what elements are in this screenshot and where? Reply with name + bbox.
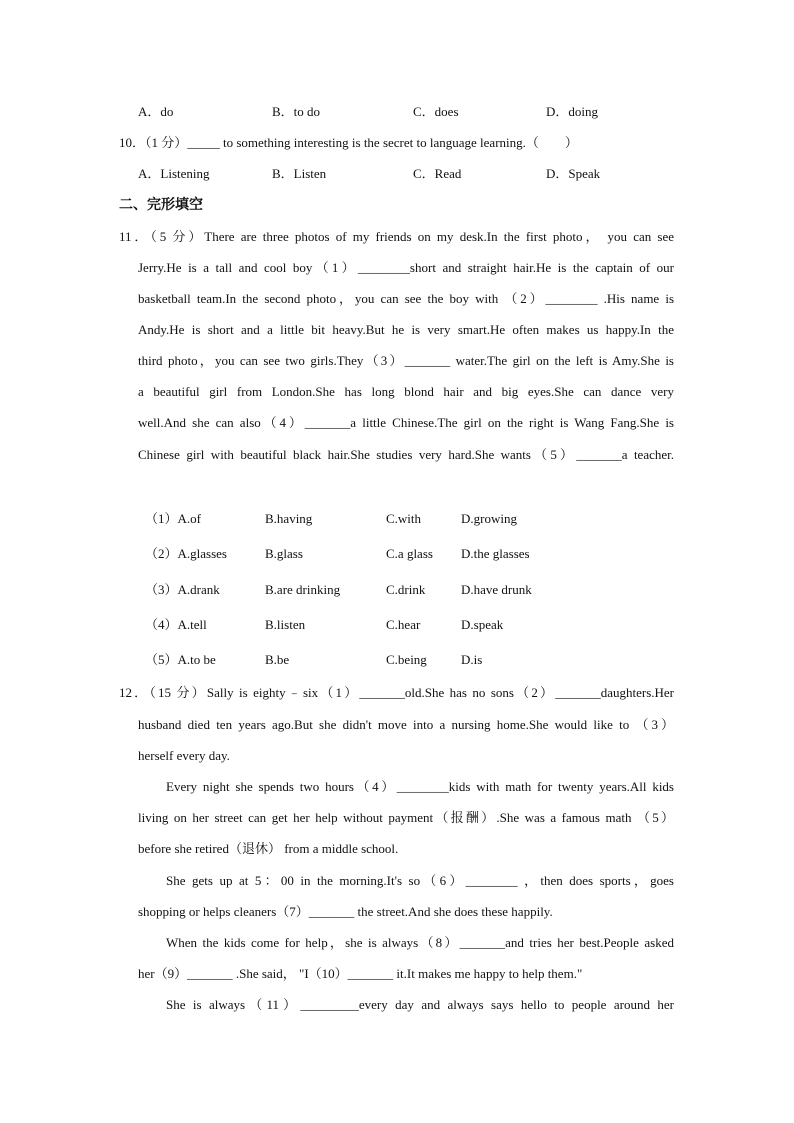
q11-option-d: D.the glasses: [461, 546, 530, 561]
q10-option-d: D．Speak: [546, 166, 601, 181]
q11-option-d: D.growing: [461, 511, 517, 526]
q9-option-c: C．does: [413, 104, 459, 119]
q11-line: 11．（5 分）There are three photos of my friends on my desk.In the first photo， you can see: [119, 229, 674, 244]
q11-option-c: C.drink: [386, 582, 426, 597]
q12-line: herself every day.: [138, 748, 230, 763]
q9-option-d: D．doing: [546, 104, 599, 119]
section-heading-cloze: 二、完形填空: [119, 197, 203, 213]
q11-option-d: D.have drunk: [461, 582, 532, 597]
q11-option-a: （1）A.of: [145, 511, 201, 526]
q12-line: She gets up at 5：00 in the morning.It's so（6）________ ，then does sports，goes: [166, 873, 674, 888]
q11-line: well.And she can also（4）_______a little Chinese.The girl on the right is Wang Fang.She is: [138, 415, 674, 430]
q12-line: living on her street can get her help without payment（报酬）.She was a famous math （5）: [138, 810, 674, 825]
q9-option-b: B．to do: [272, 104, 321, 119]
q11-option-c: C.being: [386, 652, 427, 667]
q11-option-c: C.with: [386, 511, 422, 526]
q11-option-d: D.speak: [461, 617, 504, 632]
q9-option-a: A．do: [138, 104, 174, 119]
q12-line: husband died ten years ago.But she didn't move into a nursing home.She would like to （3）: [138, 717, 674, 732]
q11-option-c: C.hear: [386, 617, 421, 632]
q10-option-a: A．Listening: [138, 166, 210, 181]
q11-option-b: B.having: [265, 511, 313, 526]
q10-option-b: B．Listen: [272, 166, 327, 181]
q11-option-d: D.is: [461, 652, 483, 667]
q11-line: Jerry.He is a tall and cool boy（1）________short and straight hair.He is the captain of our: [138, 260, 674, 275]
q11-option-b: B.be: [265, 652, 290, 667]
q12-line: She is always（11）_________every day and always says hello to people around her: [166, 997, 674, 1012]
q11-option-a: （2）A.glasses: [145, 546, 227, 561]
q12-line: before she retired（退休） from a middle school.: [138, 841, 399, 856]
q10-option-c: C．Read: [413, 166, 462, 181]
q11-line: Chinese girl with beautiful black hair.She studies very hard.She wants（5）_______a teacher.: [138, 447, 675, 462]
q11-option-b: B.are drinking: [265, 582, 341, 597]
q11-line: third photo，you can see two girls.They（3）_______ water.The girl on the left is Amy.She is: [138, 353, 674, 368]
q11-option-a: （4）A.tell: [145, 617, 207, 632]
q12-line: 12．（15 分）Sally is eighty﹣six（1）_______old.She has no sons（2）_______daughters.Her: [119, 685, 674, 700]
q11-option-b: B.listen: [265, 617, 306, 632]
q11-option-a: （5）A.to be: [145, 652, 216, 667]
q12-line: her（9）_______ .She said， "I（10）_______ it.It makes me happy to help them.": [138, 966, 583, 981]
q11-option-b: B.glass: [265, 546, 303, 561]
q12-line: When the kids come for help，she is always（8）_______and tries her best.People asked: [166, 935, 674, 950]
q11-option-c: C.a glass: [386, 546, 433, 561]
q11-option-a: （3）A.drank: [145, 582, 220, 597]
q11-line: Andy.He is short and a little bit heavy.But he is very smart.He often makes us happy.In the: [138, 322, 674, 337]
q10-stem: 10．（1 分）_____ to something interesting is the secret to language learning.（ ）: [119, 135, 578, 150]
q12-line: shopping or helps cleaners（7）_______ the street.And she does these happily.: [138, 904, 553, 919]
q12-line: Every night she spends two hours（4）________kids with math for twenty years.All kids: [166, 779, 674, 794]
q11-line: a beautiful girl from London.She has long blond hair and big eyes.She can dance very: [138, 384, 674, 399]
q11-line: basketball team.In the second photo，you can see the boy with （2）________ .His name is: [138, 291, 674, 306]
